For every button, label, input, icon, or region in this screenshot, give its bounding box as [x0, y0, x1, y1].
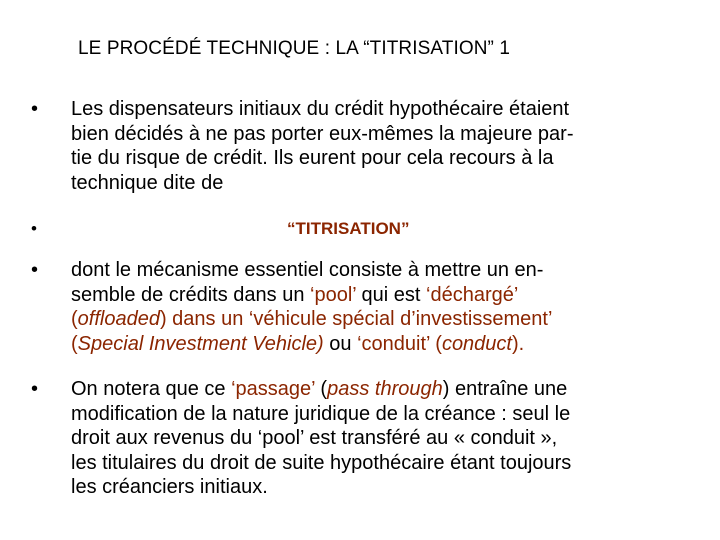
- bullet-marker: •: [31, 378, 39, 400]
- text-run: ) entraîne une: [442, 378, 568, 400]
- text-run: ).: [512, 332, 525, 355]
- bullet-text-3: [71, 258, 681, 356]
- bullet-3-line-2: [71, 283, 681, 308]
- bullet-3-line-1: dont le mécanisme essentiel consiste à mettre un en-: [71, 259, 544, 281]
- bullet-4-line-3: droit aux revenus du ‘pool’ est transféré au « conduit »,: [71, 427, 558, 449]
- slide-title: LE PROCÉDÉ TECHNIQUE : LA “TITRISATION” 1: [78, 38, 511, 59]
- bullet-item-3: [31, 258, 681, 356]
- term-special-investment-vehicle: Special Investment Vehicle): [77, 332, 324, 355]
- bullet-4-line-5: les créanciers initiaux.: [71, 476, 268, 498]
- term-pool: ‘pool’: [310, 283, 356, 306]
- bullet-3-line-4: [71, 332, 681, 357]
- bullet-text-1: [71, 97, 681, 195]
- bullet-1-line-4: technique dite de: [71, 171, 224, 194]
- text-run: (: [71, 308, 78, 330]
- text-run: (: [71, 332, 78, 355]
- term-decharge: ‘déchargé’: [426, 283, 519, 306]
- term-conduit: ‘conduit’: [357, 332, 430, 355]
- text-run: semble de crédits dans un: [71, 283, 311, 306]
- term-pass-through: pass through: [327, 378, 443, 400]
- bullet-text-4: [71, 377, 681, 500]
- text-run: (: [429, 332, 442, 355]
- term-conduct: conduct: [441, 332, 512, 355]
- bullet-4-line-2: modification de la nature juridique de la créance : seul le: [71, 402, 571, 425]
- bullet-1-line-2: bien décidés à ne pas porter eux-mêmes la majeure par-: [71, 122, 574, 145]
- bullet-4-line-1: [71, 377, 681, 402]
- bullet-item-1: [31, 97, 681, 195]
- bullet-marker: •: [31, 98, 39, 120]
- bullet-1-line-3: tie du risque de crédit. Ils eurent pour cela recours à la: [71, 147, 554, 169]
- bullet-marker: •: [31, 259, 39, 281]
- bullet-1-line-1: Les dispensateurs initiaux du crédit hypothécaire étaient: [71, 98, 570, 120]
- text-run: (: [314, 378, 328, 400]
- bullet-item-4: [31, 377, 681, 500]
- bullet-4-line-4: les titulaires du droit de suite hypothécaire étant toujours: [71, 451, 572, 474]
- term-passage: ‘passage’: [231, 378, 315, 400]
- text-run: ) dans un: [159, 308, 249, 330]
- text-run: qui est: [356, 283, 427, 306]
- term-vehicule-special: ‘véhicule spécial d’investissement’: [248, 308, 553, 330]
- text-run: ou: [323, 332, 358, 355]
- term-offloaded: offloaded: [77, 308, 160, 330]
- titrisation-keyword: “TITRISATION”: [287, 219, 410, 238]
- bullet-marker: •: [31, 219, 37, 238]
- text-run: On notera que ce: [71, 378, 232, 400]
- bullet-3-line-3: [71, 307, 681, 332]
